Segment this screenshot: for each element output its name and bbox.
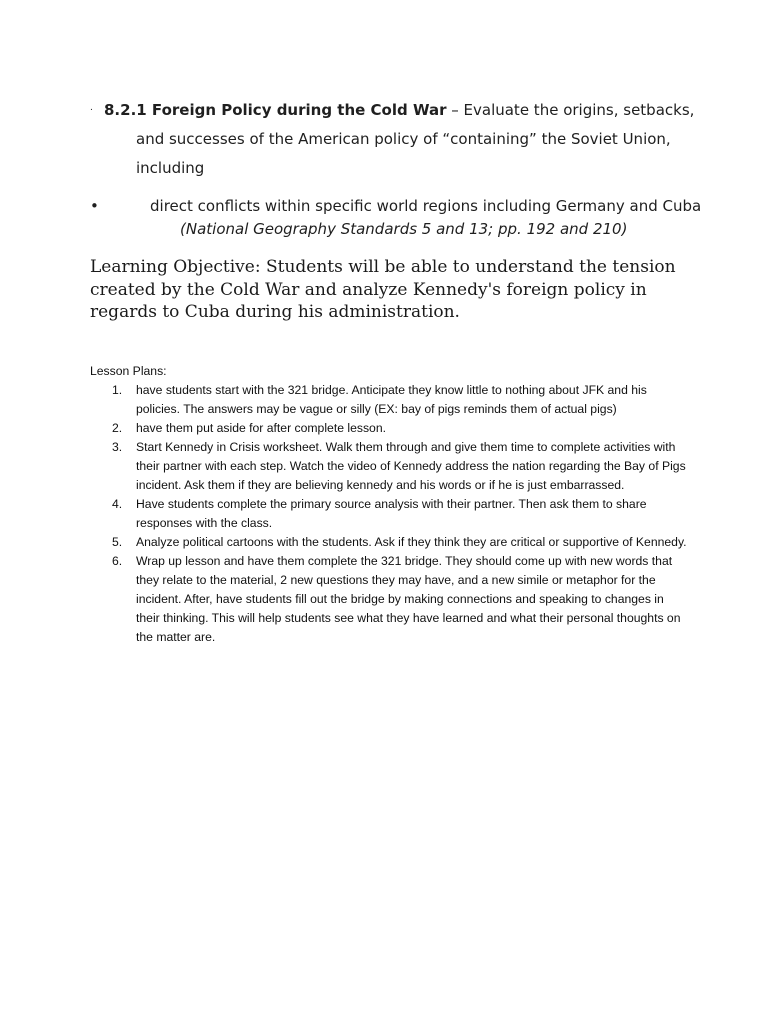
lesson-step	[90, 419, 690, 438]
standard-description-start: – Evaluate the origins, setbacks,	[446, 101, 695, 119]
lesson-step	[90, 552, 690, 647]
learning-objective: Learning Objective: Students will be able to understand the tension created by the Cold War and analyze Kennedy's foreign policy in regards to Cuba during his administration.	[90, 257, 676, 322]
lesson-step	[90, 495, 690, 533]
lesson-step-number: 6.	[112, 554, 123, 568]
standard-block	[90, 96, 710, 183]
sub-bullet-text: direct conflicts within specific world regions including Germany and Cuba	[150, 197, 702, 215]
lesson-plans-list	[90, 381, 690, 647]
lesson-step-number: 4.	[112, 497, 123, 511]
lesson-step	[90, 438, 690, 495]
lesson-step-number: 3.	[112, 440, 123, 454]
standard-description-line2: and successes of the American policy of “containing” the Soviet Union,	[136, 130, 671, 148]
standard-code: 8.2.1 Foreign Policy during the Cold War	[104, 101, 447, 119]
lesson-step	[90, 533, 690, 552]
lesson-plans	[90, 362, 690, 647]
lesson-step	[90, 381, 690, 419]
lesson-step-number: 1.	[112, 383, 123, 397]
lesson-step-text: have them put aside for after complete lesson.	[136, 421, 386, 435]
standards-citation: (National Geography Standards 5 and 13; pp. 192 and 210)	[180, 220, 628, 238]
lesson-step-text: have students start with the 321 bridge. Anticipate they know little to nothing about JFK and his policies. The answers may be vague or silly (EX: bay of pigs reminds them of actual pigs)	[136, 383, 647, 416]
standard-first-line	[90, 96, 710, 125]
bullet-icon: •	[90, 197, 99, 215]
lesson-step-text: Have students complete the primary source analysis with their partner. Then ask them to share responses with the class.	[136, 497, 647, 530]
lesson-step-text: Start Kennedy in Crisis worksheet. Walk them through and give them time to complete activities with their partner with each step. Watch the video of Kennedy address the nation regarding the Bay of Pigs incident. Ask them if they are believing kennedy and his words or if he is just embarrassed.	[136, 440, 686, 492]
standard-description-line3: including	[136, 159, 205, 177]
standard-marker: .	[90, 103, 93, 113]
lesson-step-number: 2.	[112, 421, 123, 435]
lesson-step-text: Wrap up lesson and have them complete the 321 bridge. They should come up with new words that they relate to the material, 2 new questions they may have, and a new simile or metaphor for the incident. After, have students fill out the bridge by making connections and speaking to changes in their thinking. This will help students see what they have learned and what their personal thoughts on the matter are.	[136, 554, 681, 644]
lesson-plans-heading: Lesson Plans:	[90, 364, 167, 378]
lesson-step-text: Analyze political cartoons with the students. Ask if they think they are critical or supportive of Kennedy.	[136, 535, 687, 549]
lesson-step-number: 5.	[112, 535, 123, 549]
